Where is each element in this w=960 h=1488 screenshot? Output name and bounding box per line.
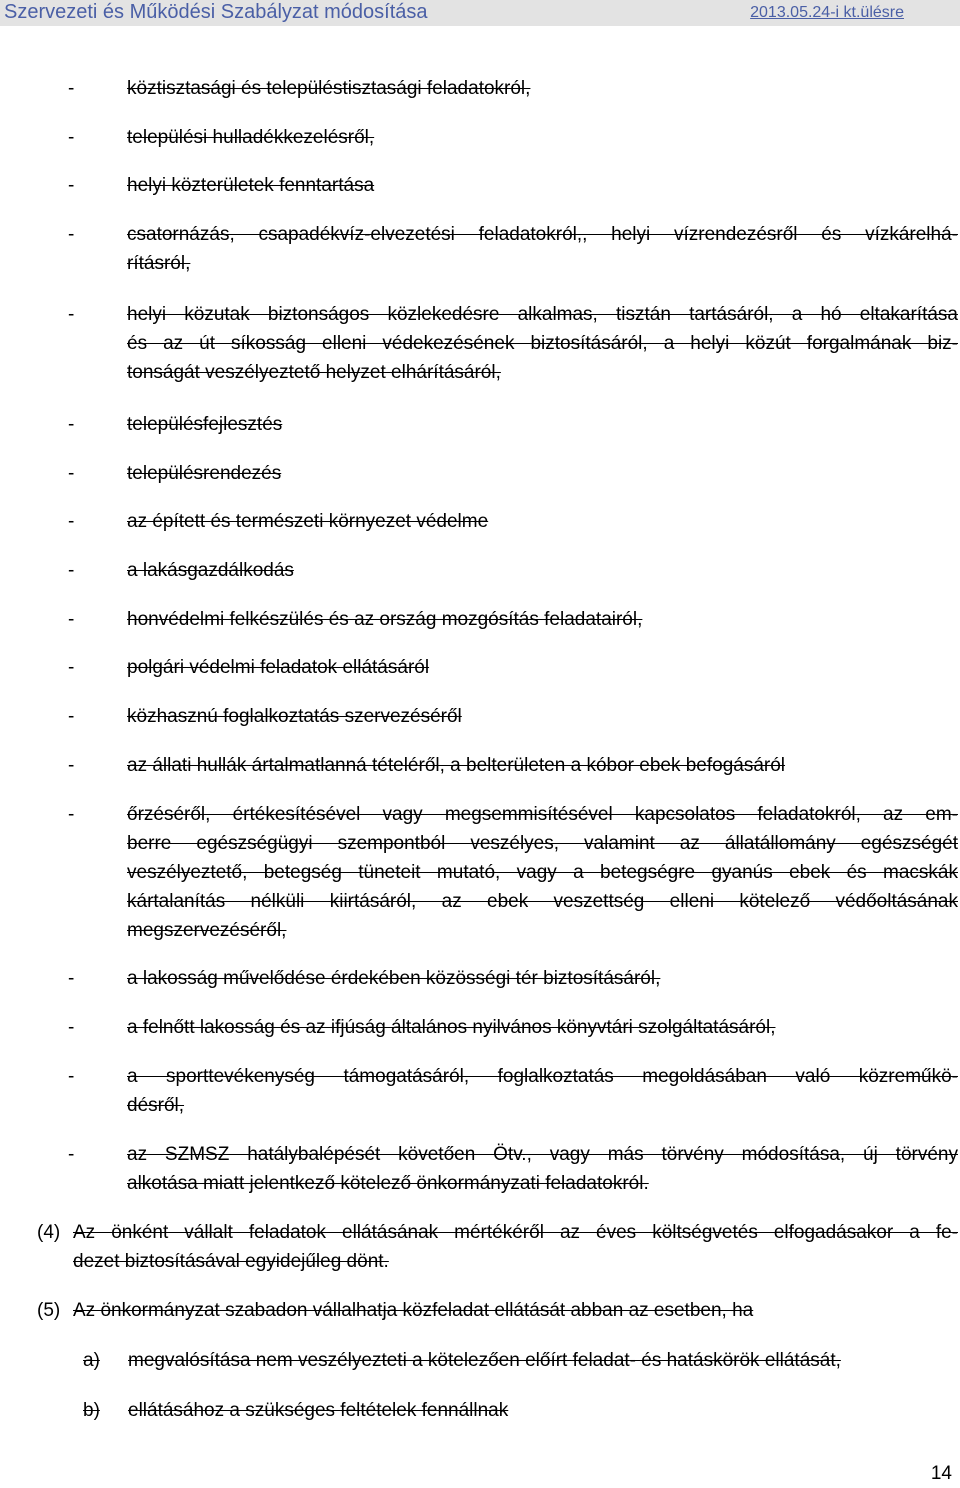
list-dash: - xyxy=(68,755,75,776)
list-item-text xyxy=(127,507,958,536)
text-line: a lakásgazdálkodás xyxy=(127,560,294,581)
text-line: az SZMSZ hatálybalépését követően Ötv., vagy más törvény módosítása, új törvény xyxy=(127,1144,958,1165)
text-line: a felnőtt lakosság és az ifjúság általános nyilvános könyvtári szolgáltatásáról, xyxy=(127,1017,776,1038)
list-dash: - xyxy=(68,657,75,678)
text-line: és az út síkosság elleni védekezésének biztosításáról, a helyi közút forgalmának biz- xyxy=(127,333,958,354)
text-line: veszélyeztető, betegség tüneteit mutató, vagy a betegségre gyanús ebek és macskák xyxy=(127,862,958,883)
page-number: 14 xyxy=(930,1463,952,1484)
text-line: a lakosság művelődése érdekében közösségi tér biztosításáról, xyxy=(127,968,661,989)
list-dash: - xyxy=(68,224,75,245)
list-item-text xyxy=(127,751,958,780)
paragraph-number: (5) xyxy=(37,1300,61,1321)
list-item-text xyxy=(127,123,958,152)
list-dash: - xyxy=(68,175,75,196)
text-line: települési hulladékkezelésről, xyxy=(127,127,375,148)
list-dash: - xyxy=(68,706,75,727)
paragraph-text xyxy=(73,1296,958,1325)
text-line: kártalanítás nélküli kiirtásáról, az ebek veszettség elleni kötelező védőoltásának xyxy=(127,891,958,912)
list-dash: - xyxy=(68,1066,75,1087)
text-line: Az önként vállalt feladatok ellátásának mértékéről az éves költségvetés elfogadásakor a fe- xyxy=(73,1222,958,1243)
list-item-text xyxy=(127,702,958,731)
list-item-text xyxy=(127,410,958,439)
list-item-text xyxy=(127,1013,958,1042)
list-item-text xyxy=(127,800,958,945)
list-item-text xyxy=(127,74,958,103)
list-item-text xyxy=(127,1140,958,1198)
text-line: polgári védelmi feladatok ellátásáról xyxy=(127,657,430,678)
list-item-text xyxy=(127,1062,958,1120)
item-letter: b) xyxy=(83,1400,100,1421)
text-line: helyi közutak biztonságos közlekedésre alkalmas, tisztán tartásáról, a hó eltakarítása xyxy=(127,304,958,325)
text-line: berre egészségügyi szempontból veszélyes, valamint az állatállomány egészségét xyxy=(127,833,958,854)
text-line: Az önkormányzat szabadon vállalhatja közfeladat ellátását abban az esetben, ha xyxy=(73,1300,754,1321)
list-item-text xyxy=(127,459,958,488)
list-dash: - xyxy=(68,609,75,630)
lettered-item-text: ellátásához a szükséges feltételek fennállnak xyxy=(128,1400,509,1421)
text-line: honvédelmi felkészülés és az ország mozgósítás feladatairól, xyxy=(127,609,643,630)
text-line: helyi közterületek fenntartása xyxy=(127,175,375,196)
document-title: Szervezeti és Működési Szabályzat módosítása xyxy=(4,1,428,23)
text-line: az épített és természeti környezet védelme xyxy=(127,511,489,532)
list-dash: - xyxy=(68,1017,75,1038)
list-item-text xyxy=(127,300,958,387)
text-line: dezet biztosításával egyidejűleg dönt. xyxy=(73,1251,389,1272)
text-line: a sporttevékenység támogatásáról, foglalkoztatás megoldásában való közreműkö- xyxy=(127,1066,958,1087)
list-dash: - xyxy=(68,1144,75,1165)
text-line: köztisztasági és településtisztasági feladatokról, xyxy=(127,78,531,99)
text-line: településfejlesztés xyxy=(127,414,283,435)
list-item-text xyxy=(127,220,958,278)
item-letter: a) xyxy=(83,1350,100,1371)
text-line: őrzéséről, értékesítésével vagy megsemmisítésével kapcsolatos feladatokról, az em- xyxy=(127,804,958,825)
list-item-text xyxy=(127,605,958,634)
list-dash: - xyxy=(68,804,75,825)
lettered-item-text: megvalósítása nem veszélyezteti a kötelezően előírt feladat- és hatáskörök ellátását, xyxy=(128,1350,841,1371)
text-line: désről, xyxy=(127,1095,185,1116)
paragraph-text xyxy=(73,1218,958,1276)
text-line: megszervezéséről, xyxy=(127,920,287,941)
list-dash: - xyxy=(68,511,75,532)
list-dash: - xyxy=(68,414,75,435)
list-dash: - xyxy=(68,127,75,148)
text-line: rításról, xyxy=(127,253,191,274)
text-line: csatornázás, csapadékvíz-elvezetési feladatokról,, helyi vízrendezésről és vízkárelhá- xyxy=(127,224,958,245)
list-item-text xyxy=(127,556,958,585)
list-dash: - xyxy=(68,968,75,989)
paragraph-number: (4) xyxy=(37,1222,61,1243)
list-dash: - xyxy=(68,78,75,99)
list-item-text xyxy=(127,964,958,993)
list-item-text xyxy=(127,171,958,200)
list-dash: - xyxy=(68,304,75,325)
text-line: tonságát veszélyeztető helyzet elhárításáról, xyxy=(127,362,501,383)
list-item-text xyxy=(127,653,958,682)
text-line: településrendezés xyxy=(127,463,282,484)
list-dash: - xyxy=(68,560,75,581)
meeting-date-link[interactable]: 2013.05.24-i kt.ülésre xyxy=(750,4,904,21)
text-line: az állati hullák ártalmatlanná tételéről, a belterületen a kóbor ebek befogásáról xyxy=(127,755,786,776)
text-line: alkotása miatt jelentkező kötelező önkormányzati feladatokról. xyxy=(127,1173,649,1194)
text-line: közhasznú foglalkoztatás szervezéséről xyxy=(127,706,462,727)
list-dash: - xyxy=(68,463,75,484)
